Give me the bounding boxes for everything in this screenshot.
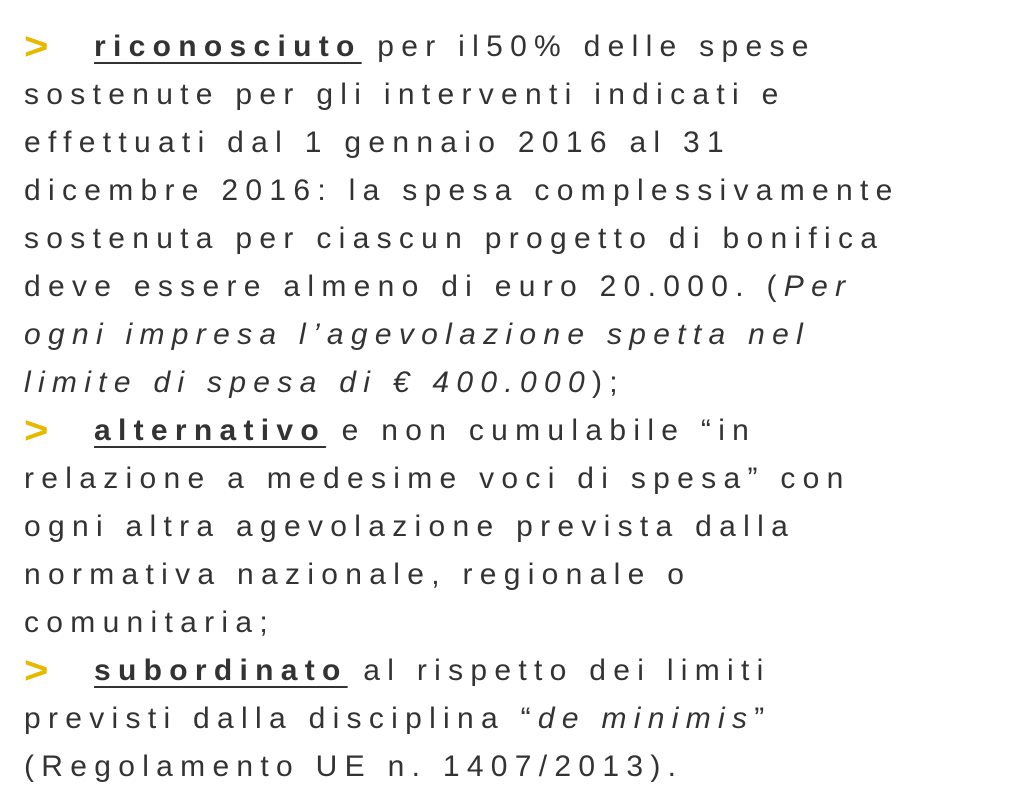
italic-fragment: Per <box>783 270 853 303</box>
keyword-riconosciuto: riconosciuto <box>94 30 362 63</box>
text-line: ogni altra agevolazione prevista dalla <box>24 510 796 543</box>
text-line: comunitaria; <box>24 606 276 639</box>
keyword-alternativo: alternativo <box>94 414 327 447</box>
item-riconosciuto-line-1 <box>24 23 1014 71</box>
text-fragment: deve essere almeno di euro 20.000. ( <box>24 270 784 303</box>
text-fragment: ); <box>591 366 625 399</box>
text-line: (Regolamento UE n. 1407/2013). <box>24 750 684 783</box>
text-fragment: ” <box>754 702 772 735</box>
chevron-right-icon: > <box>24 410 49 452</box>
text-fragment: e non cumulabile “in <box>326 414 757 447</box>
text-line: effettuati dal 1 gennaio 2016 al 31 <box>24 126 731 159</box>
italic-fragment: limite di spesa di € 400.000 <box>24 366 592 399</box>
text-line: sostenuta per ciascun progetto di bonifica <box>24 222 885 255</box>
document-body <box>24 23 1014 791</box>
text-fragment: al rispetto dei limiti <box>347 654 771 687</box>
text-line: normativa nazionale, regionale o <box>24 558 692 591</box>
text-line: dicembre 2016: la spesa complessivamente <box>24 174 900 207</box>
text-line: sostenute per gli interventi indicati e <box>24 78 786 111</box>
text-line-with-italic <box>24 263 1014 311</box>
text-fragment: previsti dalla disciplina “ <box>24 702 538 735</box>
text-line: relazione a medesime voci di spesa” con <box>24 462 851 495</box>
text-line-with-italic <box>24 359 1014 407</box>
keyword-subordinato: subordinato <box>94 654 348 687</box>
item-subordinato-line-1 <box>24 647 1014 695</box>
text-line-with-italic <box>24 695 1014 743</box>
chevron-right-icon: > <box>24 26 49 68</box>
italic-line: ogni impresa l’agevolazione spetta nel <box>24 318 811 351</box>
item-alternativo-line-1 <box>24 407 1014 455</box>
text-fragment: per il50% delle spese <box>361 30 816 63</box>
italic-fragment: de minimis <box>537 702 755 735</box>
chevron-right-icon: > <box>24 650 49 692</box>
